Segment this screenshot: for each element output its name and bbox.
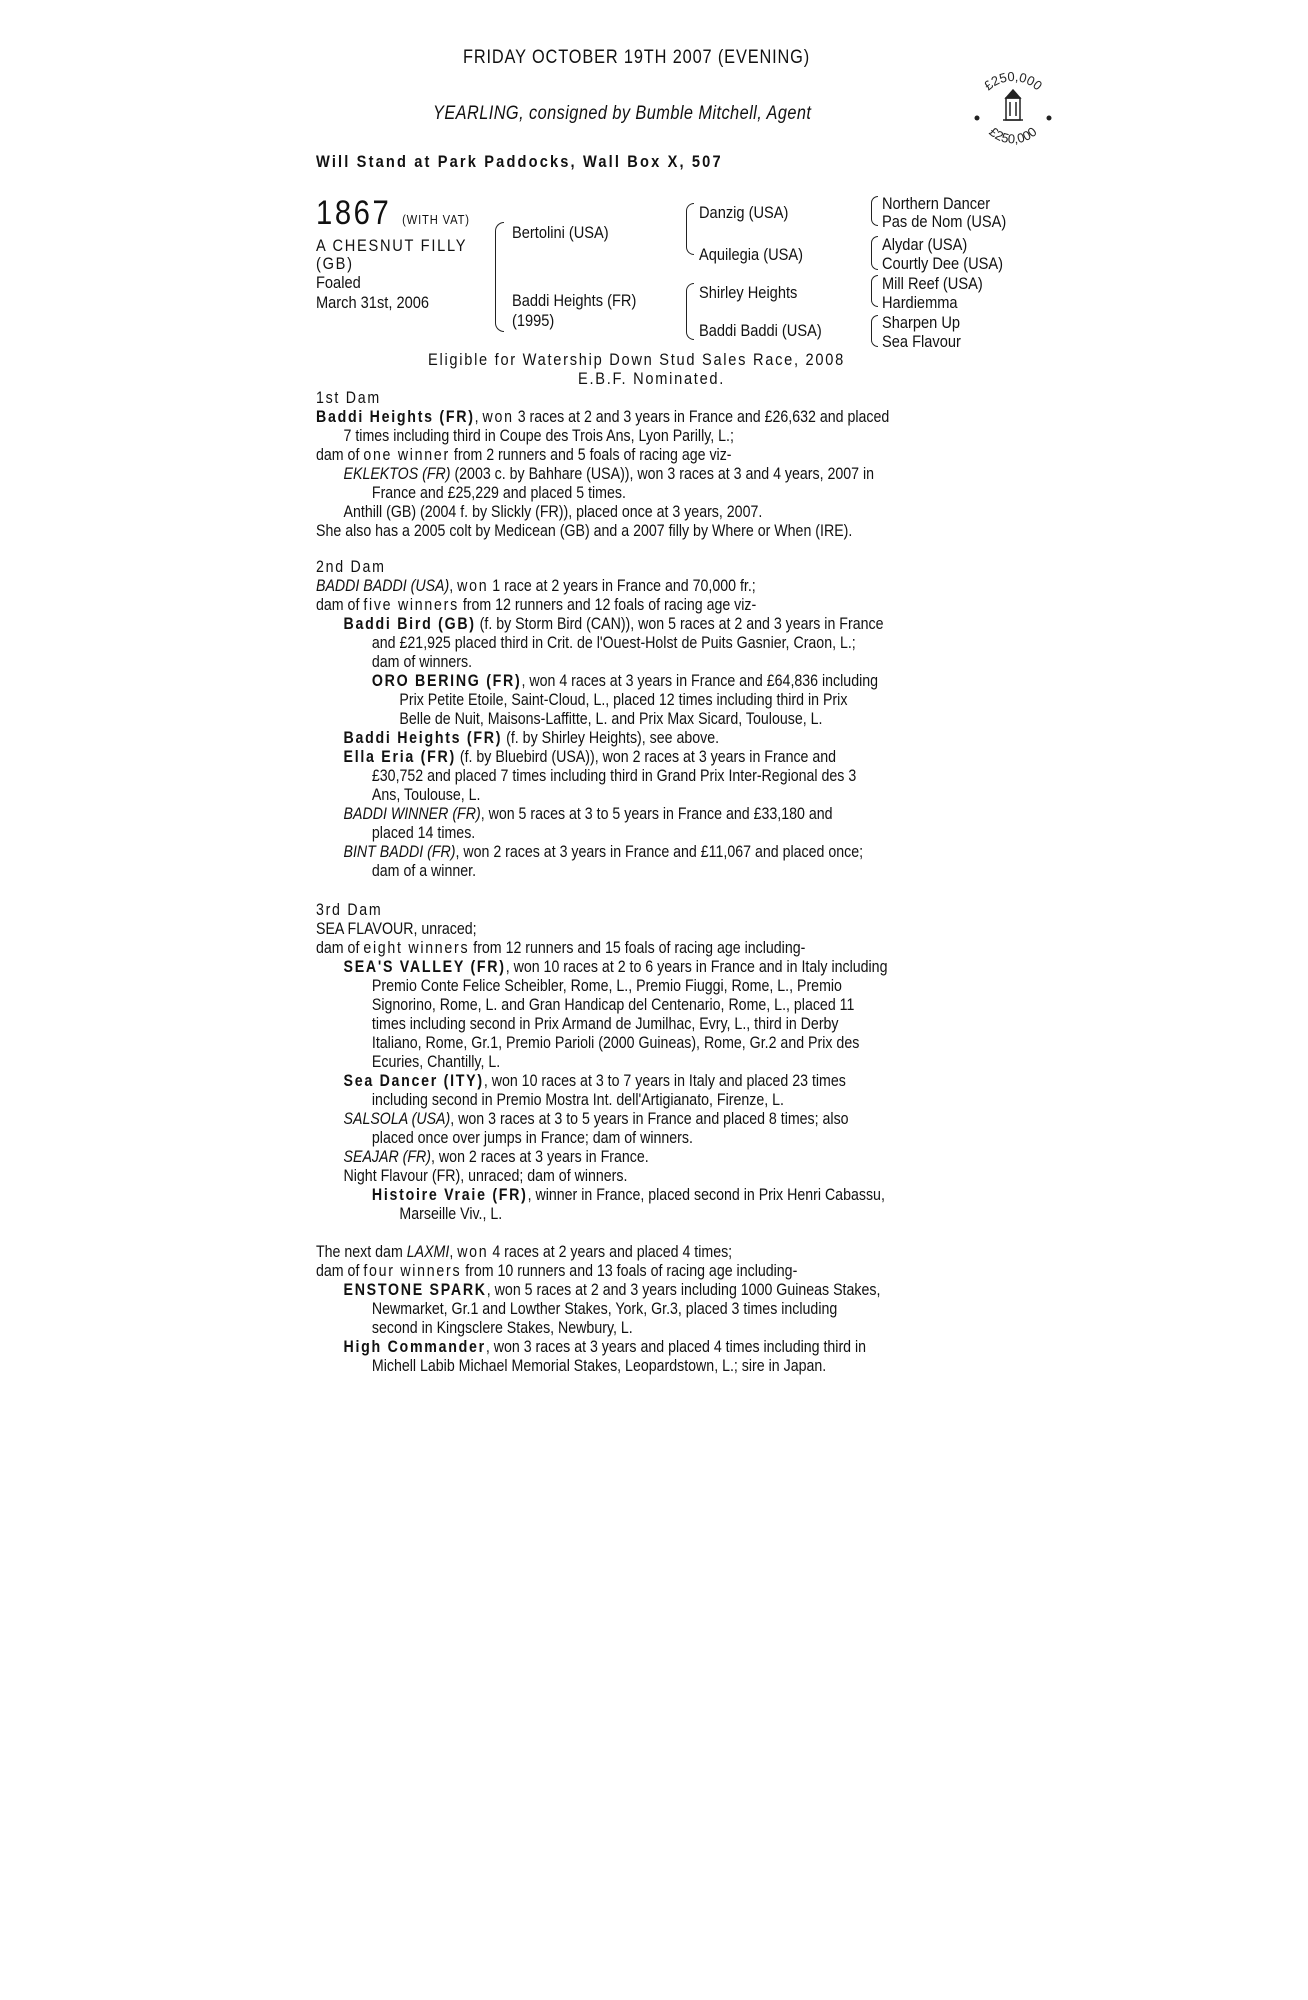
pedigree-brace-g3-3 (871, 275, 878, 307)
second-dam-line: Baddi Bird (GB) (f. by Storm Bird (CAN)), won 5 races at 2 and 3 years in France (343, 615, 884, 633)
third-dam-line: SALSOLA (USA), won 3 races at 3 to 5 years in France and placed 8 times; also (343, 1110, 849, 1128)
second-dam-line: dam of five winners from 12 runners and 12 foals of racing age viz- (316, 596, 757, 614)
first-dam-line: France and £25,229 and placed 5 times. (371, 484, 626, 502)
third-dam-line: dam of eight winners from 12 runners and 15 foals of racing age including- (316, 939, 806, 957)
third-dam-heading: 3rd Dam (316, 901, 383, 919)
third-dam-line: Signorino, Rome, L. and Gran Handicap del Centenario, Rome, L., placed 11 (371, 996, 855, 1014)
pedigree-g3-6: Hardiemma (882, 293, 958, 312)
pedigree-brace-g3-4 (871, 315, 878, 347)
second-dam-line: Baddi Heights (FR) (f. by Shirley Heights), see above. (343, 729, 720, 747)
consignor-line: YEARLING, consigned by Bumble Mitchell, Agent (433, 103, 812, 124)
next-dam-line: High Commander, won 3 races at 3 years and placed 4 times including third in (343, 1338, 867, 1356)
third-dam-line: times including second in Prix Armand de Jumilhac, Evry, L., third in Derby (371, 1015, 839, 1033)
first-dam-line: Baddi Heights (FR), won 3 races at 2 and 3 years in France and £26,632 and placed (316, 408, 890, 426)
third-dam-line: Italiano, Rome, Gr.1, Premio Parioli (2000 Guineas), Rome, Gr.2 and Prix des (371, 1034, 860, 1052)
pedigree-dam-sire: Shirley Heights (699, 283, 798, 302)
next-dam-line: second in Kingsclere Stakes, Newbury, L. (371, 1319, 633, 1337)
pedigree-g3-3: Alydar (USA) (882, 235, 968, 254)
first-dam-line: dam of one winner from 2 runners and 5 foals of racing age viz- (316, 446, 732, 464)
pedigree-sire-sire: Danzig (USA) (699, 203, 789, 222)
pedigree-g3-8: Sea Flavour (882, 332, 961, 351)
pedigree-sire-dam: Aquilegia (USA) (699, 245, 804, 264)
third-dam-line: Night Flavour (FR), unraced; dam of winners. (343, 1167, 628, 1185)
sale-date-heading: FRIDAY OCTOBER 19TH 2007 (EVENING) (463, 47, 811, 68)
lot-description: A CHESNUT FILLY (316, 236, 468, 255)
foaled-label: Foaled (316, 273, 361, 292)
pedigree-dam-year: (1995) (512, 311, 555, 330)
next-dam-section (316, 1243, 1004, 1376)
pedigree-brace-sire (686, 203, 694, 255)
stand-location: Will Stand at Park Paddocks, Wall Box X, 507 (316, 152, 723, 171)
stamp-price-bottom: £250,000 (986, 124, 1040, 147)
lot-country: (GB) (316, 254, 354, 273)
third-dam-line: including second in Premio Mostra Int. dell'Artigianato, Firenze, L. (371, 1091, 784, 1109)
third-dam-line: placed once over jumps in France; dam of winners. (371, 1129, 693, 1147)
second-dam-line: Ans, Toulouse, L. (371, 786, 481, 804)
second-dam-line: dam of winners. (371, 653, 473, 671)
second-dam-line: ORO BERING (FR), won 4 races at 3 years in France and £64,836 including (371, 672, 879, 690)
foaled-date: March 31st, 2006 (316, 293, 429, 312)
third-dam-line: Sea Dancer (ITY), won 10 races at 3 to 7 years in Italy and placed 23 times (343, 1072, 846, 1090)
eligibility-line: Eligible for Watership Down Stud Sales Race, 2008 (428, 350, 845, 369)
lot-number-value: 1867 (316, 194, 392, 232)
pedigree-brace-g3-2 (871, 236, 878, 270)
second-dam-line: placed 14 times. (371, 824, 476, 842)
pedigree-g3-4: Courtly Dee (USA) (882, 254, 1004, 273)
third-dam-line: Histoire Vraie (FR), winner in France, placed second in Prix Henri Cabassu, (371, 1186, 885, 1204)
next-dam-line: Michell Labib Michael Memorial Stakes, Leopardstown, L.; sire in Japan. (371, 1357, 827, 1375)
second-dam-line: £30,752 and placed 7 times including third in Grand Prix Inter-Regional des 3 (371, 767, 857, 785)
pedigree-brace-g3-1 (871, 196, 878, 226)
stamp-price-top: £250,000 (980, 68, 1046, 94)
next-dam-line: dam of four winners from 10 runners and 13 foals of racing age including- (316, 1262, 798, 1280)
third-dam-section (316, 901, 1004, 1224)
vat-note: (WITH VAT) (402, 212, 470, 227)
pedigree-g3-5: Mill Reef (USA) (882, 274, 983, 293)
pedigree-g3-7: Sharpen Up (882, 313, 961, 332)
second-dam-line: BADDI BADDI (USA), won 1 race at 2 years in France and 70,000 fr.; (316, 577, 756, 595)
next-dam-line: ENSTONE SPARK, won 5 races at 2 and 3 years including 1000 Guineas Stakes, (343, 1281, 881, 1299)
third-dam-line: Marseille Viv., L. (399, 1205, 503, 1223)
svg-text:£250,000 (986, 124, 1039, 146)
first-dam-section (316, 389, 1004, 541)
second-dam-line: dam of a winner. (371, 862, 477, 880)
second-dam-line: Ella Eria (FR) (f. by Bluebird (USA)), won 2 races at 3 years in France and (343, 748, 837, 766)
first-dam-line: EKLEKTOS (FR) (2003 c. by Bahhare (USA)), won 3 races at 3 and 4 years, 2007 in (343, 465, 875, 483)
pedigree-sire: Bertolini (USA) (512, 223, 609, 242)
auction-building-icon (1003, 90, 1023, 120)
third-dam-line: SEAJAR (FR), won 2 races at 3 years in France. (343, 1148, 649, 1166)
lot-number (316, 195, 470, 238)
second-dam-section (316, 558, 1004, 881)
next-dam-line: The next dam LAXMI, won 4 races at 2 years and placed 4 times; (316, 1243, 733, 1261)
pedigree-g3-2: Pas de Nom (USA) (882, 212, 1007, 231)
price-stamp (968, 68, 1058, 158)
second-dam-line: BADDI WINNER (FR), won 5 races at 3 to 5 years in France and £33,180 and (343, 805, 833, 823)
first-dam-heading: 1st Dam (316, 389, 381, 407)
third-dam-line: SEA FLAVOUR, unraced; (316, 920, 477, 938)
first-dam-line: Anthill (GB) (2004 f. by Slickly (FR)), placed once at 3 years, 2007. (343, 503, 763, 521)
third-dam-line: SEA'S VALLEY (FR), won 10 races at 2 to 6 years in France and in Italy including (343, 958, 888, 976)
pedigree-dam-dam: Baddi Baddi (USA) (699, 321, 822, 340)
second-dam-line: BINT BADDI (FR), won 2 races at 3 years in France and £11,067 and placed once; (343, 843, 864, 861)
second-dam-line: and £21,925 placed third in Crit. de l'Ouest-Holst de Puits Gasnier, Craon, L.; (371, 634, 856, 652)
ebf-nomination: E.B.F. Nominated. (578, 369, 726, 388)
pedigree-g3-1: Northern Dancer (882, 194, 991, 213)
second-dam-line: Belle de Nuit, Maisons-Laffitte, L. and Prix Max Sicard, Toulouse, L. (399, 710, 823, 728)
first-dam-line: 7 times including third in Coupe des Trois Ans, Lyon Parilly, L.; (343, 427, 734, 445)
third-dam-line: Ecuries, Chantilly, L. (371, 1053, 501, 1071)
next-dam-line: Newmarket, Gr.1 and Lowther Stakes, York, Gr.3, placed 3 times including (371, 1300, 838, 1318)
pedigree-brace-dam (686, 283, 694, 340)
second-dam-line: Prix Petite Etoile, Saint-Cloud, L., placed 12 times including third in Prix (399, 691, 848, 709)
third-dam-line: Premio Conte Felice Scheibler, Rome, L., Premio Fiuggi, Rome, L., Premio (371, 977, 842, 995)
pedigree-brace-main (495, 222, 504, 332)
second-dam-heading: 2nd Dam (316, 558, 386, 576)
pedigree-dam: Baddi Heights (FR) (512, 291, 637, 310)
first-dam-line: She also has a 2005 colt by Medicean (GB) and a 2007 filly by Where or When (IRE). (316, 522, 853, 540)
